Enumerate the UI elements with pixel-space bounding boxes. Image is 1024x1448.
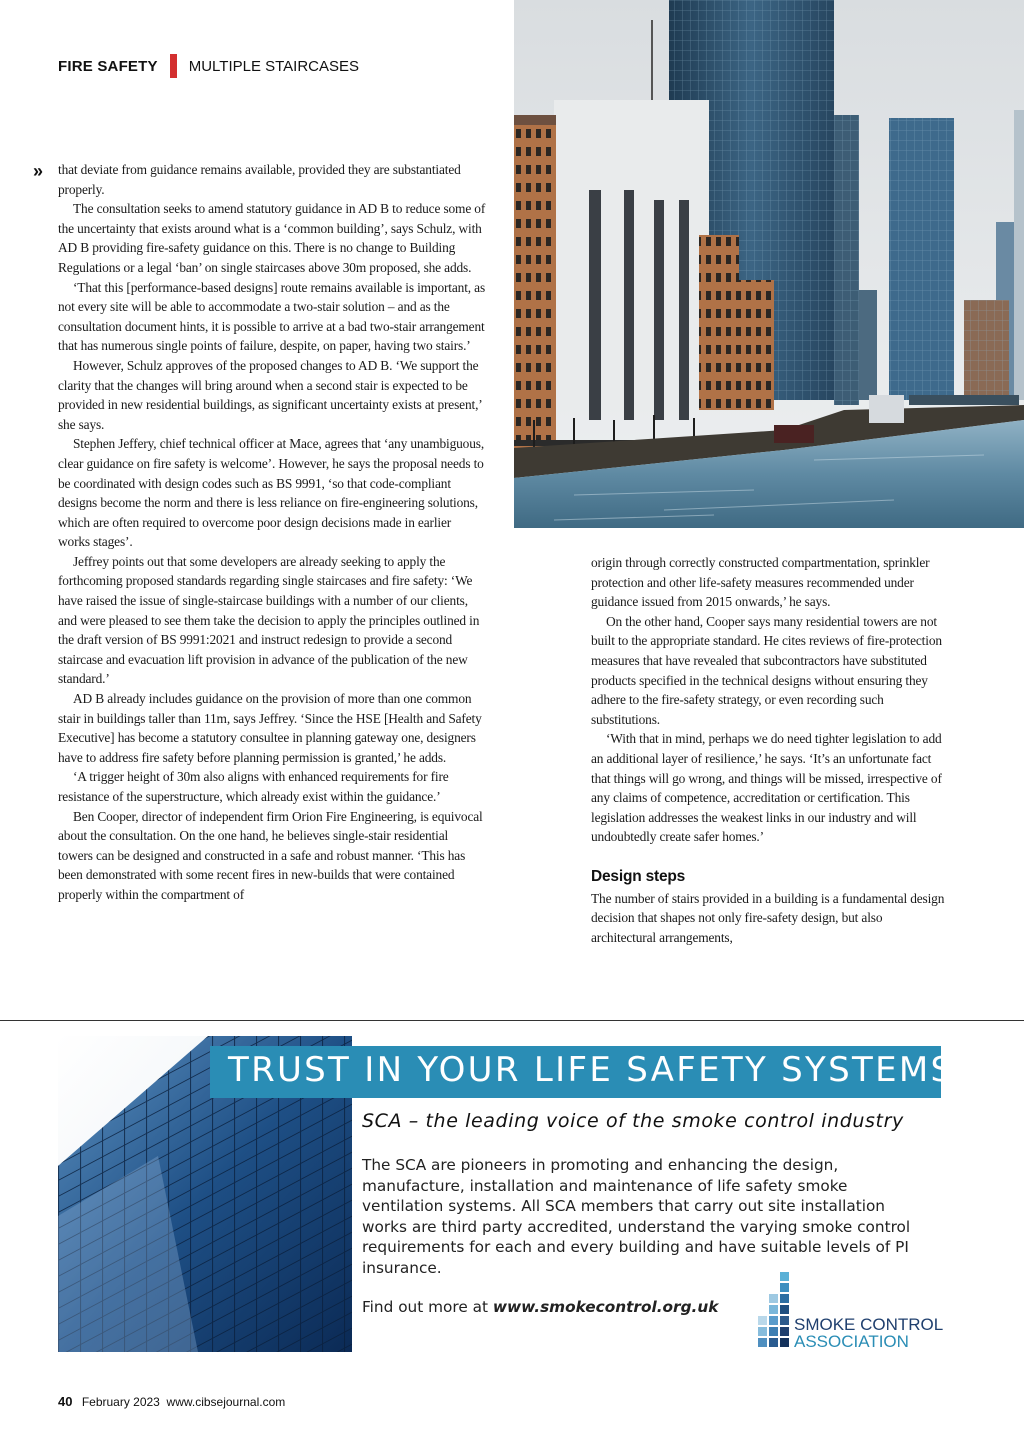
article-paragraph: ‘That this [performance-based designs] route remains available is important, as not every site will be able to accommodate a two-stair solution – and as the consultation document hints, it is possible to arrive at a bad two-stair arrangement that has numerous single points of failure, despite, on paper, having two stairs.’ (58, 279, 486, 354)
article-column-right (591, 553, 947, 947)
logo-line-1: SMOKE CONTROL (794, 1315, 944, 1334)
advert-divider (0, 1020, 1024, 1021)
subsection-label: MULTIPLE STAIRCASES (188, 57, 360, 75)
article-paragraph: origin through correctly constructed compartmentation, sprinkler protection and other life-safety measures recommended under guidance issued from 2015 onwards,’ he says. (591, 555, 930, 610)
logo-line-2: ASSOCIATION (794, 1332, 909, 1351)
article-paragraph: AD B already includes guidance on the provision of more than one common stair in buildings taller than 11m, says Jeffrey. ‘Since the HSE [Health and Safety Executive] has become a statutory consultee in planning gateway one, designers have to address fire safety before planning permission is granted,’ he adds. (58, 691, 482, 765)
article-paragraph: Jeffrey points out that some developers are already seeking to apply the forthcoming proposed standards regarding single staircases and fire safety: ‘We have raised the issue of single-staircase buildings with a number of our clients, and were pleased to see them take the decision to apply the principles outlined in the draft version of BS 9991:2021 and instruct redesign to provide a second staircase and evacuation lift provision in advance of the publication of the new standard.’ (58, 553, 480, 687)
article-column-left (58, 160, 486, 905)
canary-wharf-photo (514, 0, 1024, 528)
article-paragraph: Stephen Jeffery, chief technical officer at Mace, agrees that ‘any unambiguous, clear guidance on fire safety is welcome’. However, he says the proposal needs to be coordinated with design codes such as BS 9991, ‘so that code-compliant designs become the norm and there is less reliance on fire-engineering solutions, which are often required to overcome poor design decisions made in earlier works stages’. (58, 436, 485, 550)
footer-website-link[interactable]: www.cibsejournal.com (166, 1395, 286, 1409)
header-divider (170, 54, 177, 78)
advert-banner (210, 1046, 955, 1098)
advert-body: The SCA are pioneers in promoting and enhancing the design, manufacture, installation and maintenance of life safety smoke ventilation systems. All SCA members that carry out site installation works are third party accredited, understand the varying smoke control requirements for each and every building and have suitable levels of PI insurance. (362, 1156, 911, 1277)
article-paragraph: ‘With that in mind, perhaps we do need tighter legislation to add an additional layer of resilience,’ he says. ‘It’s an unfortunate fact that things will go wrong, and things will be missed, irrespective of any claims of competence, accreditation or certification. This legislation addresses the weakest links in our industry and will undoubtedly create safer homes.’ (591, 731, 942, 845)
article-paragraph: The number of stairs provided in a building is a fundamental design decision that shapes not only fire-safety design, but also architectural arrangements, (591, 890, 945, 945)
article-paragraph: The consultation seeks to amend statutory guidance in AD B to reduce some of the uncertainty that exists around what is a ‘common building’, says Schulz, with AD B providing fire-safety guidance on this. There is no change to Building Regulations or a legal ‘ban’ on single staircases above 30m proposed, she adds. (58, 201, 486, 275)
page-footer (58, 1394, 285, 1409)
advert-headline: TRUST IN YOUR LIFE SAFETY SYSTEMS (228, 1050, 955, 1090)
continued-chevron-icon: » (33, 161, 44, 181)
page-header (58, 55, 359, 77)
advert-url-link[interactable]: www.smokecontrol.org.uk (492, 1298, 719, 1316)
article-paragraph: that deviate from guidance remains available, provided they are substantiated properly. (58, 162, 461, 197)
advert-tagline: SCA – the leading voice of the smoke control industry (362, 1110, 904, 1132)
find-more-prefix: Find out more at (362, 1298, 493, 1316)
section-subheading: Design steps (591, 867, 686, 885)
advert-find-more (362, 1298, 718, 1316)
article-paragraph: However, Schulz approves of the proposed changes to AD B. ‘We support the clarity that the changes will bring around when a second stair is expected to be provided in new residential buildings, as significant uncertainty exists at present,’ she says. (58, 357, 482, 432)
page-number: 40 (58, 1394, 73, 1409)
article-paragraph: Ben Cooper, director of independent firm Orion Fire Engineering, is equivocal about the consultation. On the one hand, he believes single-stair residential towers can be designed and constructed in a safe and robust manner. ‘This has been demonstrated with some recent fires in new-builds that were contained properly within the compartment of (58, 808, 483, 902)
article-paragraph: On the other hand, Cooper says many residential towers are not built to the appropriate standard. He cites reviews of fire-protection measures that have revealed that subcontractors have substituted products specified in the technical designs without ensuring they adhere to the fire-safety strategy, or even recording such substitutions. (591, 613, 942, 727)
sca-logo-text (794, 1316, 943, 1350)
article-paragraph: ‘A trigger height of 30m also aligns with enhanced requirements for fire resistance of the superstructure, which already exist within the guidance.’ (58, 769, 449, 804)
issue-date: February 2023 (81, 1395, 160, 1409)
section-label: FIRE SAFETY (58, 57, 158, 75)
